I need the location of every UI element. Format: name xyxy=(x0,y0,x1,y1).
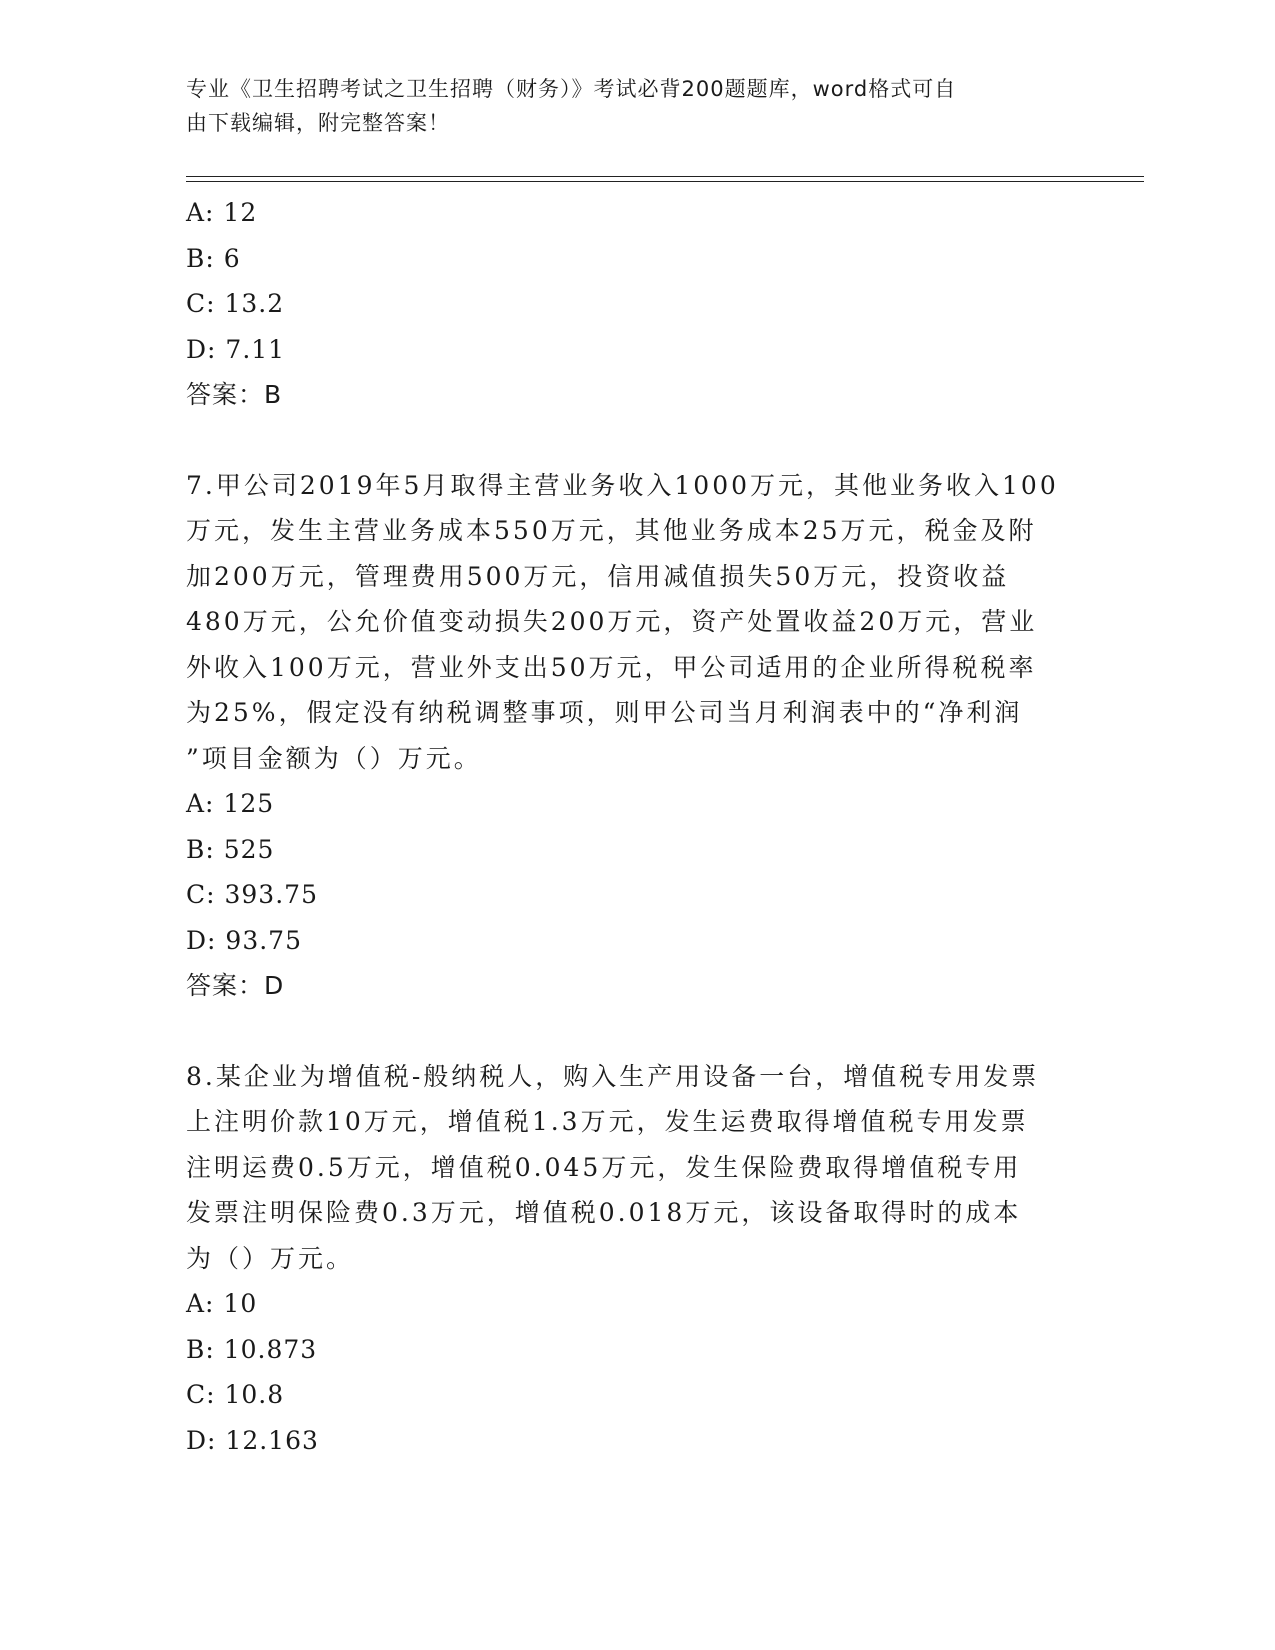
option-c: C: 10.8 xyxy=(186,1380,285,1409)
question-line: 480万元，公允价值变动损失200万元，资产处置收益20万元，营业 xyxy=(186,607,1038,636)
answer-line: 答案：D xyxy=(186,971,285,1000)
question-text xyxy=(186,1054,1066,1282)
answer-line: 答案：B xyxy=(186,380,283,409)
question-content xyxy=(186,190,1086,1463)
option-a: A: 125 xyxy=(186,789,275,818)
question-text xyxy=(186,463,1066,782)
option-a: A: 12 xyxy=(186,198,258,227)
option-d: D: 12.163 xyxy=(186,1425,319,1455)
option-b: B: 10.873 xyxy=(186,1334,318,1364)
question-line: 发票注明保险费0.3万元，增值税0.018万元，该设备取得时的成本 xyxy=(186,1198,1022,1227)
option-c: C: 393.75 xyxy=(186,880,318,909)
question-line: 注明运费0.5万元，增值税0.045万元，发生保险费取得增值税专用 xyxy=(186,1152,1022,1182)
block-spacer xyxy=(186,418,1086,463)
option-d: D: 93.75 xyxy=(186,925,302,955)
header-rule-top xyxy=(186,176,1144,177)
question-line: 上注明价款10万元，增值税1.3万元，发生运费取得增值税专用发票 xyxy=(186,1107,1029,1136)
option-d: D: 7.11 xyxy=(186,334,286,364)
question-line: 万元，发生主营业务成本550万元，其他业务成本25万元，税金及附 xyxy=(186,516,1037,545)
question-block xyxy=(186,1054,1086,1464)
header-line: 由下载编辑，附完整答案！ xyxy=(186,111,450,135)
question-block xyxy=(186,463,1086,1009)
option-b: B: 525 xyxy=(186,834,275,864)
block-spacer xyxy=(186,1009,1086,1054)
option-b: B: 6 xyxy=(186,243,241,273)
option-c: C: 13.2 xyxy=(186,289,285,318)
question-line: 为25%，假定没有纳税调整事项，则甲公司当月利润表中的“净利润 xyxy=(186,698,1023,727)
option-a: A: 10 xyxy=(186,1289,258,1318)
question-line: 外收入100万元，营业外支出50万元，甲公司适用的企业所得税税率 xyxy=(186,652,1037,682)
question-line: 为（）万元。 xyxy=(186,1243,355,1273)
question-line: ”项目金额为（）万元。 xyxy=(186,743,482,773)
question-line: 8.某企业为增值税-般纳税人，购入生产用设备一台，增值税专用发票 xyxy=(186,1061,1040,1091)
header-line: 专业《卫生招聘考试之卫生招聘（财务）》考试必背200题题库，word格式可自 xyxy=(186,77,957,101)
question-block xyxy=(186,190,1086,418)
question-line: 7.甲公司2019年5月取得主营业务收入1000万元，其他业务收入100 xyxy=(186,470,1059,500)
header-rule-bottom xyxy=(186,181,1144,182)
document-header xyxy=(186,72,1066,140)
question-line: 加200万元，管理费用500万元，信用减值损失50万元，投资收益 xyxy=(186,561,1010,591)
